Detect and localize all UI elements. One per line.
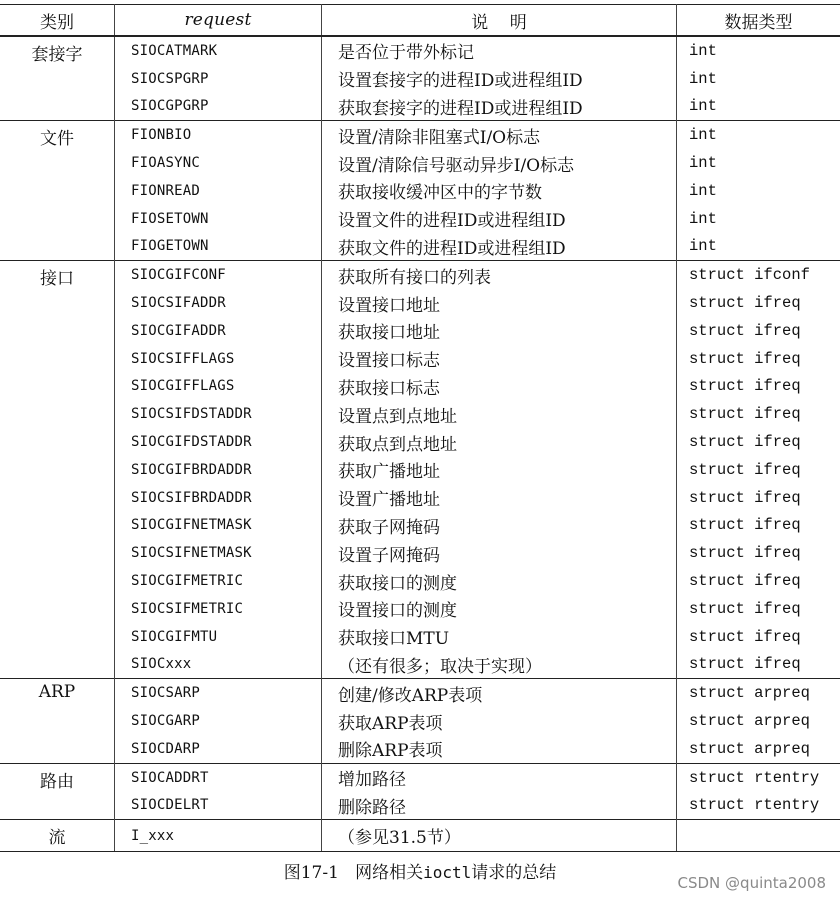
description-cell: 获取套接字的进程ID或进程组ID [322, 93, 677, 121]
ioctl-request-table [0, 4, 840, 852]
datatype-cell: struct arpreq [689, 739, 810, 758]
request-cell: SIOCDELRT [115, 792, 322, 820]
datatype-cell: struct rtentry [677, 763, 840, 791]
request-cell: SIOCGARP [115, 707, 322, 735]
request-cell: I_xxx [115, 820, 322, 852]
request-cell: SIOCGIFADDR [115, 317, 322, 345]
description-cell: 获取点到点地址 [322, 428, 677, 456]
description-cell: 获取接口标志 [322, 373, 677, 401]
description-cell: 设置文件的进程ID或进程组ID [322, 205, 677, 233]
description-cell: （参见31.5节） [322, 820, 677, 852]
description-cell: （还有很多；取决于实现） [322, 651, 677, 679]
datatype-cell: struct ifreq [689, 516, 801, 535]
datatype-cell: struct ifreq [689, 488, 801, 507]
request-cell: SIOCGIFMTU [115, 623, 322, 651]
table-row [0, 679, 840, 707]
request-cell: SIOCGIFNETMASK [115, 512, 322, 540]
table-row [0, 595, 840, 623]
datatype-cell: int [689, 209, 717, 228]
request-cell: SIOCGIFMETRIC [115, 567, 322, 595]
table-header-row [0, 5, 840, 37]
table-row [0, 289, 840, 317]
description-cell: 获取ARP表项 [322, 707, 677, 735]
request-cell: SIOCSPGRP [115, 65, 322, 93]
datatype-cell: struct ifreq [689, 627, 801, 646]
table-row [0, 205, 840, 233]
request-cell: SIOCATMARK [115, 36, 322, 65]
watermark: CSDN @quinta2008 [677, 874, 826, 892]
request-cell: SIOCSIFMETRIC [115, 595, 322, 623]
table-row [0, 651, 840, 679]
description-cell: 是否位于带外标记 [322, 36, 677, 65]
table-row [0, 400, 840, 428]
description-cell: 获取接收缓冲区中的字节数 [322, 177, 677, 205]
caption-text-before: 网络相关 [355, 863, 424, 883]
header-description: 说 明 [322, 5, 677, 37]
request-cell: SIOCSIFADDR [115, 289, 322, 317]
datatype-cell: int [689, 97, 717, 116]
description-cell: 设置接口的测度 [322, 595, 677, 623]
request-cell: SIOCxxx [115, 651, 322, 679]
description-cell: 获取文件的进程ID或进程组ID [322, 233, 677, 261]
table-row [0, 261, 840, 289]
category-cell: 文件 [0, 121, 115, 261]
request-cell: SIOCDARP [115, 735, 322, 763]
caption-code: ioctl [423, 863, 472, 882]
datatype-cell: struct ifreq [689, 377, 801, 396]
description-cell: 删除ARP表项 [322, 735, 677, 763]
request-cell: SIOCGIFBRDADDR [115, 456, 322, 484]
request-cell: SIOCGIFCONF [115, 261, 322, 289]
table-row [0, 707, 840, 735]
datatype-cell [677, 820, 840, 852]
datatype-cell: struct ifreq [689, 405, 801, 424]
datatype-cell: struct arpreq [689, 712, 810, 731]
datatype-cell: struct ifreq [689, 321, 801, 340]
description-cell: 获取子网掩码 [322, 512, 677, 540]
description-cell: 获取广播地址 [322, 456, 677, 484]
request-cell: SIOCSIFFLAGS [115, 345, 322, 373]
datatype-cell: struct ifreq [689, 349, 801, 368]
request-cell: FIONBIO [115, 121, 322, 149]
request-cell: FIONREAD [115, 177, 322, 205]
table-row [0, 149, 840, 177]
datatype-cell: struct arpreq [677, 679, 840, 707]
description-cell: 创建/修改ARP表项 [322, 679, 677, 707]
description-cell: 设置子网掩码 [322, 539, 677, 567]
table-row [0, 567, 840, 595]
request-cell: SIOCSIFDSTADDR [115, 400, 322, 428]
table-row [0, 65, 840, 93]
table-row [0, 373, 840, 401]
description-cell: 设置接口标志 [322, 345, 677, 373]
datatype-cell: struct ifreq [689, 655, 801, 674]
table-row [0, 539, 840, 567]
description-cell: 获取所有接口的列表 [322, 261, 677, 289]
datatype-cell: int [677, 36, 840, 65]
request-cell: FIOASYNC [115, 149, 322, 177]
description-cell: 删除路径 [322, 792, 677, 820]
description-cell: 获取接口的测度 [322, 567, 677, 595]
request-cell: SIOCSIFNETMASK [115, 539, 322, 567]
header-datatype: 数据类型 [677, 5, 840, 37]
table-row [0, 177, 840, 205]
caption-figure-number: 图17-1 [283, 863, 339, 883]
datatype-cell: struct ifreq [689, 433, 801, 452]
datatype-cell: int [677, 121, 840, 149]
table-row [0, 792, 840, 820]
datatype-cell: struct rtentry [689, 796, 820, 815]
description-cell: 设置广播地址 [322, 484, 677, 512]
table-row [0, 763, 840, 791]
table-body [0, 36, 840, 852]
table-row [0, 233, 840, 261]
table-row [0, 623, 840, 651]
table-row [0, 36, 840, 65]
header-request: request [115, 5, 322, 37]
category-cell: 套接字 [0, 36, 115, 121]
datatype-cell: int [689, 181, 717, 200]
request-cell: SIOCSARP [115, 679, 322, 707]
table-row [0, 317, 840, 345]
table-row [0, 93, 840, 121]
datatype-cell: struct ifconf [677, 261, 840, 289]
description-cell: 获取接口MTU [322, 623, 677, 651]
datatype-cell: int [689, 237, 717, 256]
request-cell: FIOGETOWN [115, 233, 322, 261]
description-cell: 设置/清除非阻塞式I/O标志 [322, 121, 677, 149]
table-row [0, 456, 840, 484]
datatype-cell: int [689, 69, 717, 88]
description-cell: 设置点到点地址 [322, 400, 677, 428]
category-cell: 接口 [0, 261, 115, 679]
request-cell: SIOCSIFBRDADDR [115, 484, 322, 512]
description-cell: 获取接口地址 [322, 317, 677, 345]
category-cell: ARP [0, 679, 115, 763]
request-cell: SIOCADDRT [115, 763, 322, 791]
datatype-cell: struct ifreq [689, 599, 801, 618]
request-cell: FIOSETOWN [115, 205, 322, 233]
category-cell: 路由 [0, 763, 115, 820]
description-cell: 设置/清除信号驱动异步I/O标志 [322, 149, 677, 177]
request-cell: SIOCGIFDSTADDR [115, 428, 322, 456]
description-cell: 增加路径 [322, 763, 677, 791]
table-row [0, 121, 840, 149]
caption-text-after: 请求的总结 [471, 863, 557, 883]
datatype-cell: struct ifreq [689, 544, 801, 563]
request-cell: SIOCGIFFLAGS [115, 373, 322, 401]
table-row [0, 820, 840, 852]
datatype-cell: struct ifreq [689, 294, 801, 313]
description-cell: 设置接口地址 [322, 289, 677, 317]
category-cell: 流 [0, 820, 115, 852]
datatype-cell: struct ifreq [689, 460, 801, 479]
table-row [0, 345, 840, 373]
description-cell: 设置套接字的进程ID或进程组ID [322, 65, 677, 93]
table-row [0, 484, 840, 512]
table-row [0, 735, 840, 763]
request-cell: SIOCGPGRP [115, 93, 322, 121]
datatype-cell: int [689, 154, 717, 173]
table-row [0, 512, 840, 540]
table-row [0, 428, 840, 456]
header-category: 类别 [0, 5, 115, 37]
datatype-cell: struct ifreq [689, 572, 801, 591]
